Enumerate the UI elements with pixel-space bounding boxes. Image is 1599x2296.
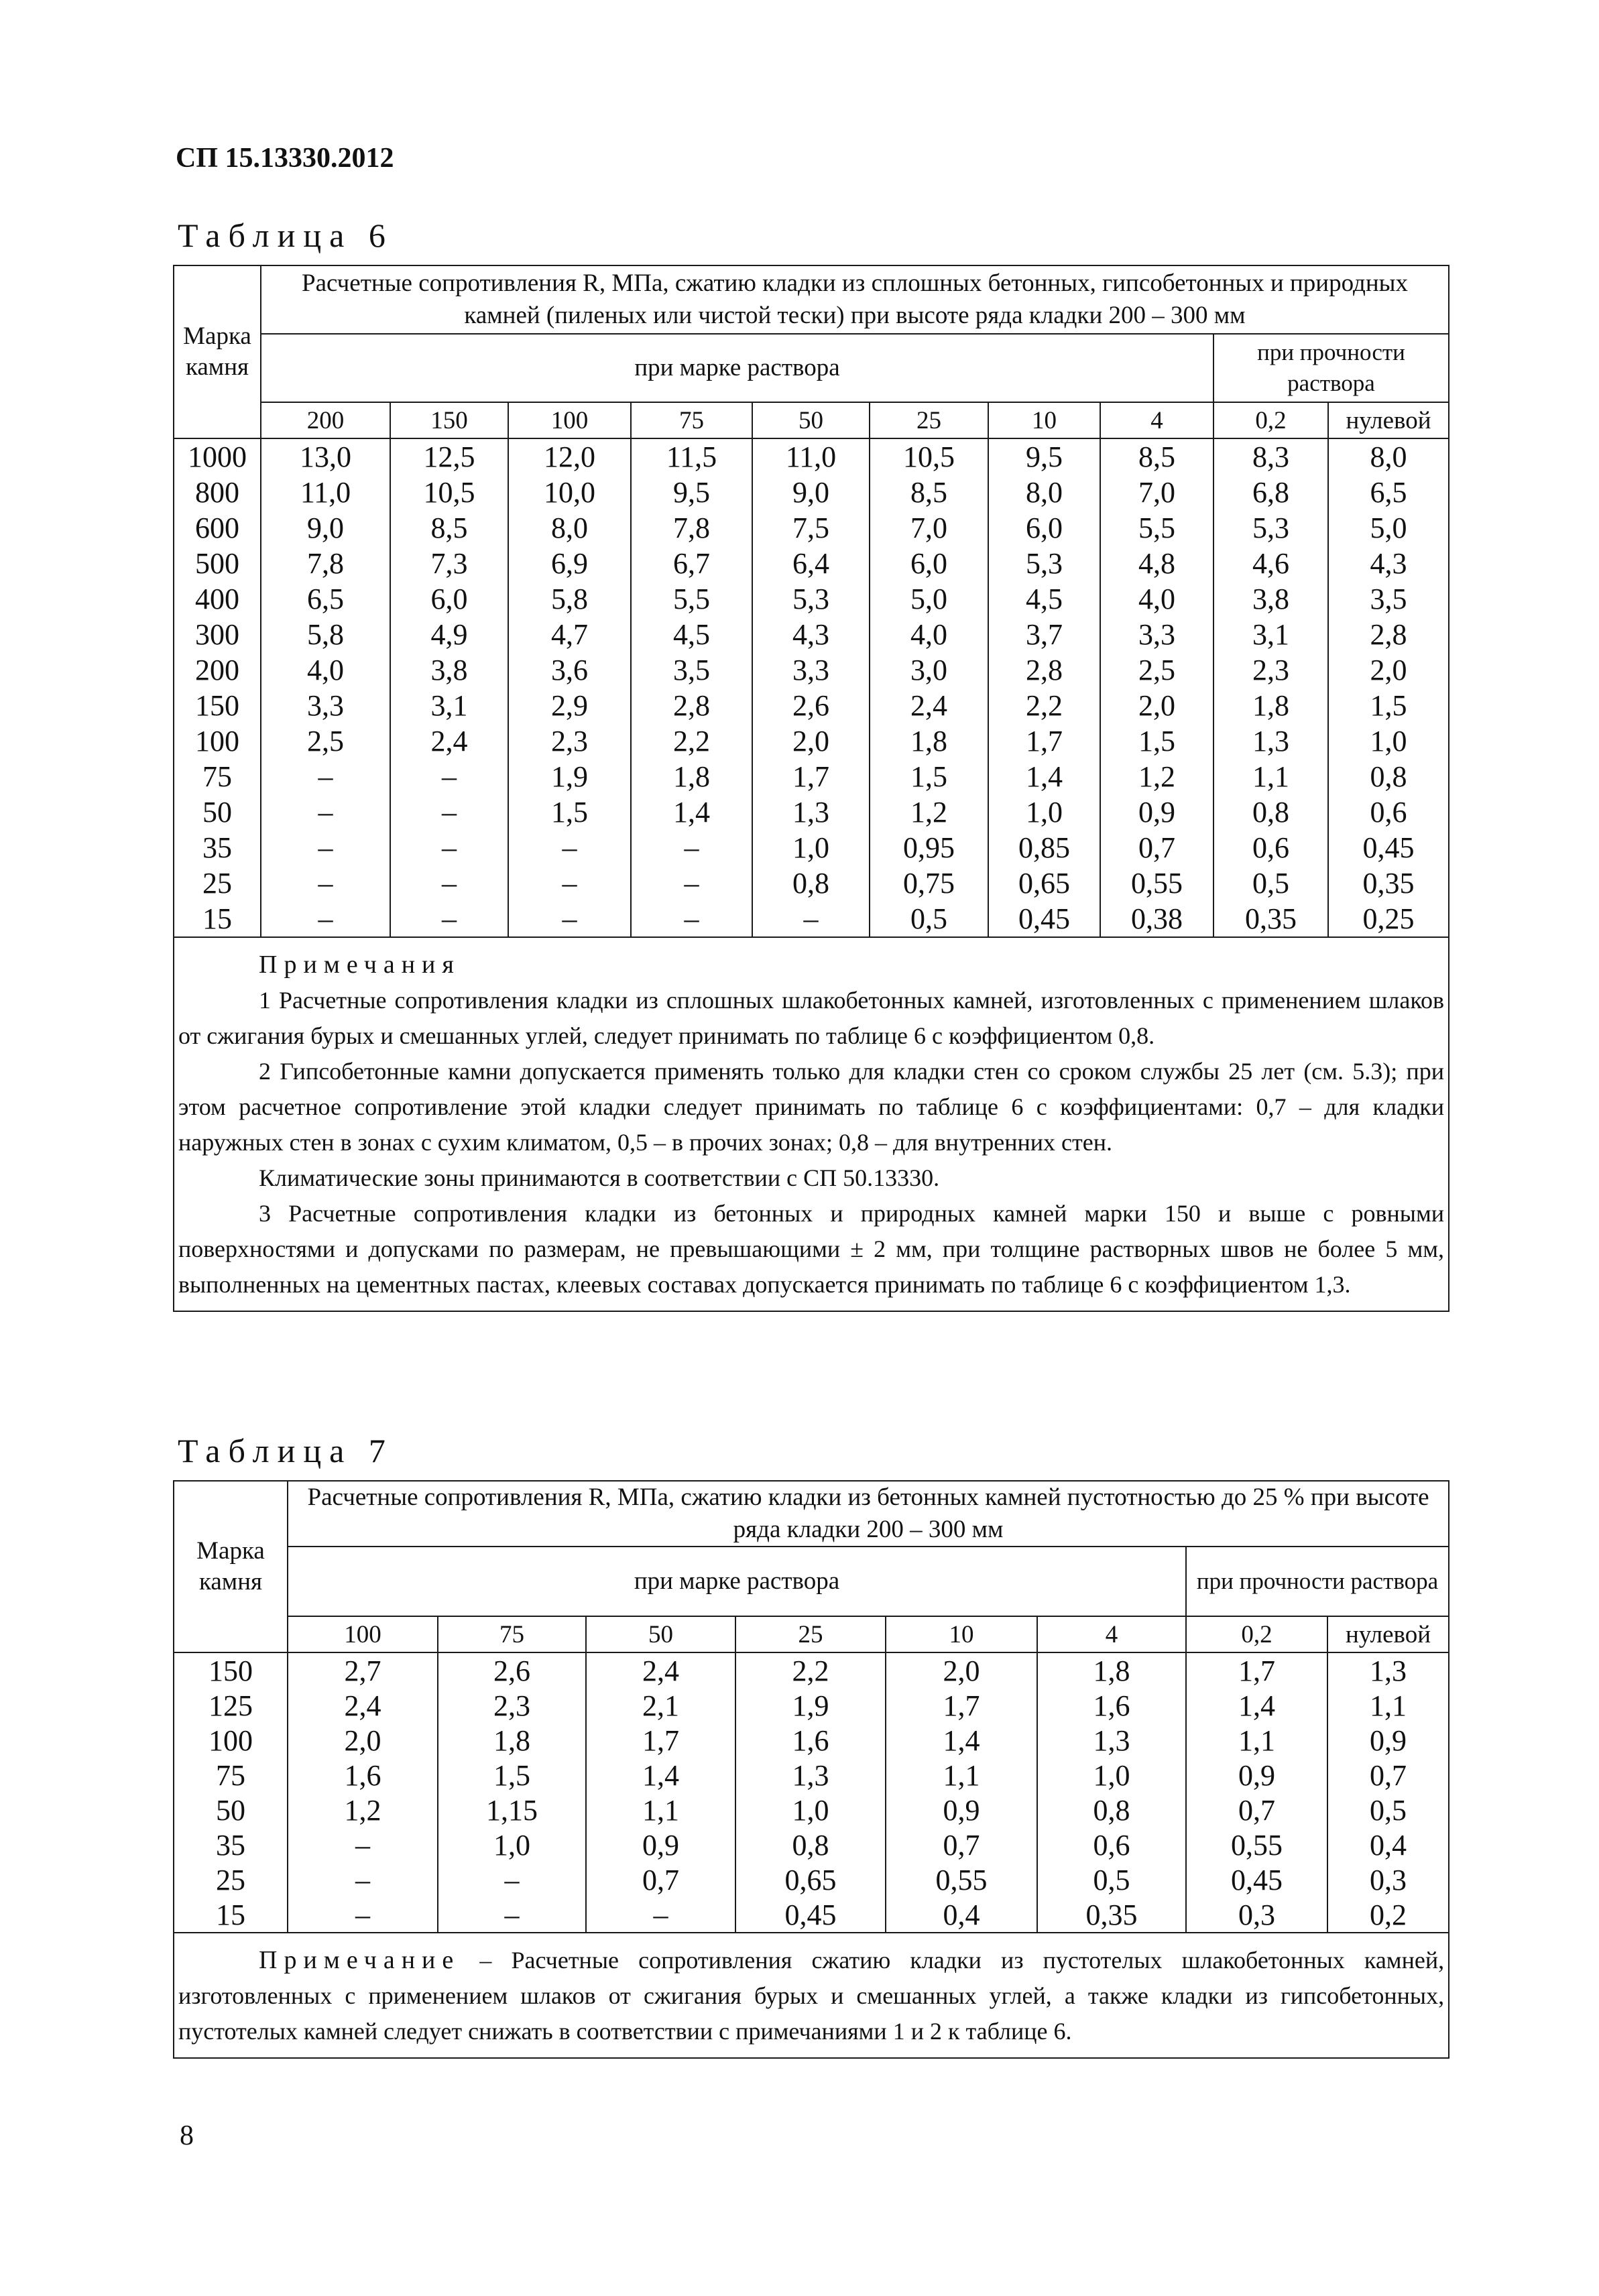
resistance-value-cell: 1,3 — [1327, 1652, 1449, 1688]
table-7-note — [174, 1933, 1449, 2058]
resistance-value-cell: 0,25 — [1328, 901, 1449, 937]
brand-column-header: Марка камня — [174, 1481, 288, 1652]
level-header: 50 — [586, 1616, 735, 1652]
resistance-value-cell: 2,8 — [1328, 617, 1449, 652]
resistance-value-cell: 0,8 — [735, 1827, 886, 1862]
resistance-value-cell: 5,3 — [752, 581, 870, 617]
resistance-value-cell: 7,3 — [390, 546, 508, 581]
mortar-strength-header: при прочности раствора — [1213, 334, 1449, 402]
mortar-strength-header: при прочности раствора — [1186, 1547, 1449, 1616]
resistance-value-cell: 2,4 — [870, 688, 988, 723]
level-header: 200 — [261, 402, 390, 438]
resistance-value-cell: 7,8 — [261, 546, 390, 581]
resistance-value-cell: – — [438, 1897, 586, 1933]
resistance-value-cell: 0,7 — [1327, 1758, 1449, 1793]
resistance-value-cell: 12,5 — [390, 438, 508, 475]
resistance-value-cell: 1,3 — [735, 1758, 886, 1793]
resistance-value-cell: 4,5 — [631, 617, 752, 652]
resistance-value-cell: 7,0 — [870, 510, 988, 546]
resistance-value-cell: 1,2 — [870, 794, 988, 830]
resistance-value-cell: – — [288, 1827, 438, 1862]
resistance-value-cell: 0,7 — [886, 1827, 1037, 1862]
table-row — [174, 1897, 1449, 1933]
table-row — [174, 794, 1449, 830]
resistance-value-cell: 5,5 — [631, 581, 752, 617]
table-row — [174, 617, 1449, 652]
resistance-value-cell: 12,0 — [508, 438, 631, 475]
resistance-value-cell: 6,0 — [390, 581, 508, 617]
resistance-value-cell: 2,3 — [438, 1688, 586, 1723]
resistance-value-cell: 1,6 — [735, 1723, 886, 1758]
resistance-value-cell: 4,0 — [261, 652, 390, 688]
resistance-value-cell: 3,8 — [1213, 581, 1328, 617]
note-text: – Расчетные сопротивления сжатию кладки из пустотелых шлакобетонных камней, изготовленных с применением шлаков от сжигания бурых и смешанных углей, а также кладки из гипсобетонных, пустотелых камней следует снижать в соответствии с примечаниями 1 и 2 к таблице 6. — [178, 1947, 1445, 2045]
stone-brand-cell: 100 — [174, 723, 261, 759]
table-row — [174, 759, 1449, 794]
resistance-value-cell: 1,1 — [586, 1793, 735, 1827]
resistance-value-cell: 3,5 — [631, 652, 752, 688]
resistance-value-cell: 9,0 — [752, 475, 870, 510]
resistance-value-cell: – — [390, 901, 508, 937]
resistance-value-cell: 10,5 — [390, 475, 508, 510]
resistance-value-cell: 1,6 — [288, 1758, 438, 1793]
level-header: 100 — [288, 1616, 438, 1652]
resistance-value-cell: 1,1 — [1213, 759, 1328, 794]
table-row — [174, 438, 1449, 475]
resistance-value-cell: 0,9 — [1186, 1758, 1327, 1793]
resistance-value-cell: 4,3 — [1328, 546, 1449, 581]
table-row — [174, 1793, 1449, 1827]
stone-brand-cell: 400 — [174, 581, 261, 617]
resistance-value-cell: 0,9 — [586, 1827, 735, 1862]
stone-brand-cell: 35 — [174, 830, 261, 865]
level-header: нулевой — [1328, 402, 1449, 438]
resistance-value-cell: 2,1 — [586, 1688, 735, 1723]
resistance-value-cell: 4,0 — [870, 617, 988, 652]
table-row — [174, 1652, 1449, 1688]
resistance-value-cell: 2,2 — [631, 723, 752, 759]
resistance-value-cell: 1,7 — [586, 1723, 735, 1758]
resistance-value-cell: 5,0 — [870, 581, 988, 617]
resistance-value-cell: 0,8 — [1213, 794, 1328, 830]
resistance-value-cell: 2,0 — [1100, 688, 1213, 723]
resistance-value-cell: 2,0 — [752, 723, 870, 759]
stone-brand-cell: 150 — [174, 1652, 288, 1688]
resistance-value-cell: 5,8 — [508, 581, 631, 617]
resistance-value-cell: 2,8 — [631, 688, 752, 723]
resistance-value-cell: 1,5 — [1328, 688, 1449, 723]
brand-column-header: Марка камня — [174, 265, 261, 438]
resistance-value-cell: – — [508, 901, 631, 937]
resistance-value-cell: 1,0 — [752, 830, 870, 865]
resistance-value-cell: 1,2 — [288, 1793, 438, 1827]
resistance-value-cell: 8,0 — [1328, 438, 1449, 475]
table-row — [174, 1862, 1449, 1897]
resistance-value-cell: 1,1 — [886, 1758, 1037, 1793]
resistance-value-cell: 1,15 — [438, 1793, 586, 1827]
resistance-value-cell: 1,7 — [1186, 1652, 1327, 1688]
resistance-value-cell: 0,8 — [1037, 1793, 1186, 1827]
stone-brand-cell: 125 — [174, 1688, 288, 1723]
resistance-value-cell: 0,7 — [586, 1862, 735, 1897]
resistance-value-cell: 1,1 — [1186, 1723, 1327, 1758]
stone-brand-cell: 50 — [174, 1793, 288, 1827]
resistance-value-cell: 0,9 — [886, 1793, 1037, 1827]
level-header: 25 — [870, 402, 988, 438]
table-row — [174, 1723, 1449, 1758]
resistance-value-cell: 9,5 — [631, 475, 752, 510]
resistance-value-cell: – — [631, 901, 752, 937]
resistance-value-cell: 1,4 — [988, 759, 1100, 794]
resistance-value-cell: – — [631, 865, 752, 901]
resistance-value-cell: – — [390, 865, 508, 901]
table-7 — [173, 1480, 1449, 2059]
stone-brand-cell: 300 — [174, 617, 261, 652]
resistance-value-cell: 2,6 — [438, 1652, 586, 1688]
resistance-value-cell: 1,6 — [1037, 1688, 1186, 1723]
resistance-value-cell: – — [586, 1897, 735, 1933]
resistance-value-cell: 6,8 — [1213, 475, 1328, 510]
resistance-value-cell: – — [390, 830, 508, 865]
level-header: 10 — [886, 1616, 1037, 1652]
resistance-value-cell: 0,45 — [988, 901, 1100, 937]
resistance-value-cell: 2,6 — [752, 688, 870, 723]
resistance-value-cell: 0,9 — [1100, 794, 1213, 830]
resistance-value-cell: 0,75 — [870, 865, 988, 901]
resistance-value-cell: 0,45 — [1186, 1862, 1327, 1897]
note-1: 1 Расчетные сопротивления кладки из сплошных шлакобетонных камней, изготовленных с применением шлаков от сжигания бурых и смешанных углей, следует принимать по таблице 6 с коэффициентом 0,8. — [178, 987, 1445, 1049]
resistance-value-cell: 4,8 — [1100, 546, 1213, 581]
document-code: СП 15.13330.2012 — [176, 143, 394, 174]
resistance-value-cell: 0,2 — [1327, 1897, 1449, 1933]
resistance-value-cell: 2,7 — [288, 1652, 438, 1688]
resistance-value-cell: 2,3 — [1213, 652, 1328, 688]
resistance-value-cell: 1,4 — [631, 794, 752, 830]
table-row — [174, 652, 1449, 688]
resistance-value-cell: 2,0 — [288, 1723, 438, 1758]
resistance-value-cell: 1,8 — [438, 1723, 586, 1758]
mortar-grade-header: при марке раствора — [288, 1547, 1186, 1616]
stone-brand-cell: 25 — [174, 1862, 288, 1897]
resistance-value-cell: – — [390, 794, 508, 830]
resistance-value-cell: 0,45 — [1328, 830, 1449, 865]
level-header: 4 — [1100, 402, 1213, 438]
table-row — [174, 1758, 1449, 1793]
notes-heading: Примечания — [259, 951, 461, 979]
resistance-value-cell: 1,3 — [1037, 1723, 1186, 1758]
resistance-value-cell: 13,0 — [261, 438, 390, 475]
resistance-value-cell: 6,7 — [631, 546, 752, 581]
resistance-value-cell: 0,5 — [1327, 1793, 1449, 1827]
stone-brand-cell: 50 — [174, 794, 261, 830]
resistance-value-cell: 1,4 — [1186, 1688, 1327, 1723]
resistance-value-cell: – — [631, 830, 752, 865]
resistance-value-cell: 3,1 — [390, 688, 508, 723]
level-header: 0,2 — [1213, 402, 1328, 438]
resistance-value-cell: 2,0 — [886, 1652, 1037, 1688]
table-row — [174, 723, 1449, 759]
resistance-value-cell: 6,5 — [1328, 475, 1449, 510]
main-header: Расчетные сопротивления R, МПа, сжатию кладки из сплошных бетонных, гипсобетонных и природных камней (пиленых или чистой тески) при высоте ряда кладки 200 – 300 мм — [261, 265, 1449, 334]
resistance-value-cell: 8,0 — [508, 510, 631, 546]
resistance-value-cell: – — [390, 759, 508, 794]
resistance-value-cell: 3,6 — [508, 652, 631, 688]
resistance-value-cell: 1,5 — [508, 794, 631, 830]
resistance-value-cell: 1,5 — [1100, 723, 1213, 759]
resistance-value-cell: 2,8 — [988, 652, 1100, 688]
resistance-value-cell: – — [438, 1862, 586, 1897]
resistance-value-cell: 3,7 — [988, 617, 1100, 652]
resistance-value-cell: 11,0 — [752, 438, 870, 475]
stone-brand-cell: 100 — [174, 1723, 288, 1758]
resistance-value-cell: 1,0 — [1037, 1758, 1186, 1793]
table-row — [174, 1688, 1449, 1723]
resistance-value-cell: 0,6 — [1213, 830, 1328, 865]
table-row — [174, 581, 1449, 617]
resistance-value-cell: 0,4 — [886, 1897, 1037, 1933]
resistance-value-cell: 0,55 — [886, 1862, 1037, 1897]
resistance-value-cell: 2,0 — [1328, 652, 1449, 688]
resistance-value-cell: 7,0 — [1100, 475, 1213, 510]
resistance-value-cell: 5,3 — [988, 546, 1100, 581]
resistance-value-cell: 1,9 — [735, 1688, 886, 1723]
stone-brand-cell: 800 — [174, 475, 261, 510]
resistance-value-cell: 1,8 — [870, 723, 988, 759]
stone-brand-cell: 75 — [174, 759, 261, 794]
resistance-value-cell: 3,3 — [1100, 617, 1213, 652]
resistance-value-cell: 1,8 — [1037, 1652, 1186, 1688]
resistance-value-cell: 0,55 — [1186, 1827, 1327, 1862]
stone-brand-cell: 150 — [174, 688, 261, 723]
page-number: 8 — [180, 2120, 194, 2151]
note-2: 2 Гипсобетонные камни допускается применять только для кладки стен со сроком службы 25 лет (см. 5.3); при этом расчетное сопротивление этой кладки следует принимать по таблице 6 с коэффициентами: 0,7 – для кладки наружных стен в зонах с сухим климатом, 0,5 – в прочих зонах; 0,8 – для внутренних стен. — [178, 1058, 1445, 1156]
resistance-value-cell: 0,35 — [1328, 865, 1449, 901]
resistance-value-cell: 0,8 — [1328, 759, 1449, 794]
resistance-value-cell: 4,3 — [752, 617, 870, 652]
resistance-value-cell: – — [288, 1862, 438, 1897]
resistance-value-cell: 2,4 — [586, 1652, 735, 1688]
resistance-value-cell: 0,6 — [1037, 1827, 1186, 1862]
level-header: 75 — [631, 402, 752, 438]
resistance-value-cell: 0,7 — [1186, 1793, 1327, 1827]
level-header: 75 — [438, 1616, 586, 1652]
resistance-value-cell: 9,5 — [988, 438, 1100, 475]
resistance-value-cell: 2,5 — [1100, 652, 1213, 688]
resistance-value-cell: 0,55 — [1100, 865, 1213, 901]
resistance-value-cell: 0,3 — [1186, 1897, 1327, 1933]
table-6 — [173, 265, 1449, 1312]
resistance-value-cell: 3,3 — [752, 652, 870, 688]
resistance-value-cell: 5,8 — [261, 617, 390, 652]
resistance-value-cell: 3,0 — [870, 652, 988, 688]
resistance-value-cell: 0,35 — [1213, 901, 1328, 937]
table-row — [174, 830, 1449, 865]
resistance-value-cell: 10,0 — [508, 475, 631, 510]
resistance-value-cell: – — [508, 830, 631, 865]
resistance-value-cell: 2,2 — [735, 1652, 886, 1688]
resistance-value-cell: 0,4 — [1327, 1827, 1449, 1862]
resistance-value-cell: 6,0 — [988, 510, 1100, 546]
resistance-value-cell: 2,2 — [988, 688, 1100, 723]
resistance-value-cell: 3,3 — [261, 688, 390, 723]
table-row — [174, 475, 1449, 510]
level-header: 50 — [752, 402, 870, 438]
table-7-title: Таблица 7 — [178, 1432, 394, 1469]
resistance-value-cell: 1,3 — [1213, 723, 1328, 759]
resistance-value-cell: 3,8 — [390, 652, 508, 688]
resistance-value-cell: 1,0 — [1328, 723, 1449, 759]
resistance-value-cell: 0,35 — [1037, 1897, 1186, 1933]
resistance-value-cell: 0,5 — [1213, 865, 1328, 901]
note-3: 3 Расчетные сопротивления кладки из бетонных и природных камней марки 150 и выше с ровными поверхностями и допусками по размерам, не превышающими ± 2 мм, при толщине растворных швов не более 5 мм, выполненных на цементных пастах, клеевых составах допускается принимать по таблице 6 с коэффициентом 1,3. — [178, 1200, 1445, 1298]
resistance-value-cell: 8,5 — [1100, 438, 1213, 475]
table-row — [174, 901, 1449, 937]
table-row — [174, 865, 1449, 901]
resistance-value-cell: 4,6 — [1213, 546, 1328, 581]
resistance-value-cell: 8,5 — [390, 510, 508, 546]
stone-brand-cell: 15 — [174, 901, 261, 937]
resistance-value-cell: 8,0 — [988, 475, 1100, 510]
resistance-value-cell: 1,2 — [1100, 759, 1213, 794]
resistance-value-cell: 1,1 — [1327, 1688, 1449, 1723]
resistance-value-cell: 0,6 — [1328, 794, 1449, 830]
level-header: 10 — [988, 402, 1100, 438]
resistance-value-cell: 0,9 — [1327, 1723, 1449, 1758]
resistance-value-cell: 6,9 — [508, 546, 631, 581]
resistance-value-cell: 0,7 — [1100, 830, 1213, 865]
resistance-value-cell: – — [288, 1897, 438, 1933]
resistance-value-cell: 1,4 — [886, 1723, 1037, 1758]
resistance-value-cell: 1,5 — [870, 759, 988, 794]
resistance-value-cell: 11,0 — [261, 475, 390, 510]
level-header: нулевой — [1327, 1616, 1449, 1652]
resistance-value-cell: 10,5 — [870, 438, 988, 475]
resistance-value-cell: 0,65 — [988, 865, 1100, 901]
level-header: 150 — [390, 402, 508, 438]
resistance-value-cell: 1,9 — [508, 759, 631, 794]
table-row — [174, 1827, 1449, 1862]
resistance-value-cell: 0,65 — [735, 1862, 886, 1897]
resistance-value-cell: 6,5 — [261, 581, 390, 617]
level-header: 100 — [508, 402, 631, 438]
resistance-value-cell: 0,3 — [1327, 1862, 1449, 1897]
mortar-grade-header: при марке раствора — [261, 334, 1213, 402]
resistance-value-cell: 1,0 — [735, 1793, 886, 1827]
resistance-value-cell: 9,0 — [261, 510, 390, 546]
resistance-value-cell: 2,5 — [261, 723, 390, 759]
resistance-value-cell: 0,95 — [870, 830, 988, 865]
resistance-value-cell: 0,5 — [870, 901, 988, 937]
resistance-value-cell: – — [261, 830, 390, 865]
note-heading: Примечание — [259, 1946, 461, 1974]
table-6-title: Таблица 6 — [178, 217, 394, 254]
resistance-value-cell: 5,5 — [1100, 510, 1213, 546]
resistance-value-cell: 1,0 — [988, 794, 1100, 830]
resistance-value-cell: 3,5 — [1328, 581, 1449, 617]
resistance-value-cell: 2,4 — [390, 723, 508, 759]
resistance-value-cell: 5,0 — [1328, 510, 1449, 546]
stone-brand-cell: 25 — [174, 865, 261, 901]
resistance-value-cell: 7,8 — [631, 510, 752, 546]
resistance-value-cell: 6,0 — [870, 546, 988, 581]
resistance-value-cell: 0,85 — [988, 830, 1100, 865]
stone-brand-cell: 75 — [174, 1758, 288, 1793]
level-header: 25 — [735, 1616, 886, 1652]
resistance-value-cell: 1,4 — [586, 1758, 735, 1793]
resistance-value-cell: 2,3 — [508, 723, 631, 759]
table-6-notes — [174, 937, 1449, 1311]
resistance-value-cell: 6,4 — [752, 546, 870, 581]
resistance-value-cell: 1,7 — [752, 759, 870, 794]
resistance-value-cell: 0,45 — [735, 1897, 886, 1933]
table-row — [174, 688, 1449, 723]
resistance-value-cell: 0,8 — [752, 865, 870, 901]
resistance-value-cell: 1,8 — [631, 759, 752, 794]
resistance-value-cell: 7,5 — [752, 510, 870, 546]
resistance-value-cell: 4,0 — [1100, 581, 1213, 617]
resistance-value-cell: 0,38 — [1100, 901, 1213, 937]
resistance-value-cell: – — [508, 865, 631, 901]
stone-brand-cell: 15 — [174, 1897, 288, 1933]
level-header: 0,2 — [1186, 1616, 1327, 1652]
resistance-value-cell: 3,1 — [1213, 617, 1328, 652]
resistance-value-cell: 4,7 — [508, 617, 631, 652]
resistance-value-cell: 1,0 — [438, 1827, 586, 1862]
resistance-value-cell: – — [261, 865, 390, 901]
resistance-value-cell: 11,5 — [631, 438, 752, 475]
table-row — [174, 546, 1449, 581]
stone-brand-cell: 200 — [174, 652, 261, 688]
resistance-value-cell: 2,9 — [508, 688, 631, 723]
resistance-value-cell: 1,7 — [988, 723, 1100, 759]
resistance-value-cell: 2,4 — [288, 1688, 438, 1723]
resistance-value-cell: 1,8 — [1213, 688, 1328, 723]
note-2-climate: Климатические зоны принимаются в соответствии с СП 50.13330. — [259, 1164, 940, 1191]
resistance-value-cell: 5,3 — [1213, 510, 1328, 546]
resistance-value-cell: 4,9 — [390, 617, 508, 652]
stone-brand-cell: 1000 — [174, 438, 261, 475]
stone-brand-cell: 500 — [174, 546, 261, 581]
resistance-value-cell: 0,5 — [1037, 1862, 1186, 1897]
resistance-value-cell: 4,5 — [988, 581, 1100, 617]
resistance-value-cell: – — [261, 759, 390, 794]
resistance-value-cell: – — [261, 901, 390, 937]
resistance-value-cell: 8,5 — [870, 475, 988, 510]
resistance-value-cell: – — [752, 901, 870, 937]
level-header: 4 — [1037, 1616, 1186, 1652]
resistance-value-cell: – — [261, 794, 390, 830]
stone-brand-cell: 600 — [174, 510, 261, 546]
resistance-value-cell: 8,3 — [1213, 438, 1328, 475]
resistance-value-cell: 1,7 — [886, 1688, 1037, 1723]
resistance-value-cell: 1,3 — [752, 794, 870, 830]
stone-brand-cell: 35 — [174, 1827, 288, 1862]
resistance-value-cell: 1,5 — [438, 1758, 586, 1793]
main-header: Расчетные сопротивления R, МПа, сжатию кладки из бетонных камней пустотностью до 25 % при высоте ряда кладки 200 – 300 мм — [288, 1481, 1449, 1547]
table-row — [174, 510, 1449, 546]
